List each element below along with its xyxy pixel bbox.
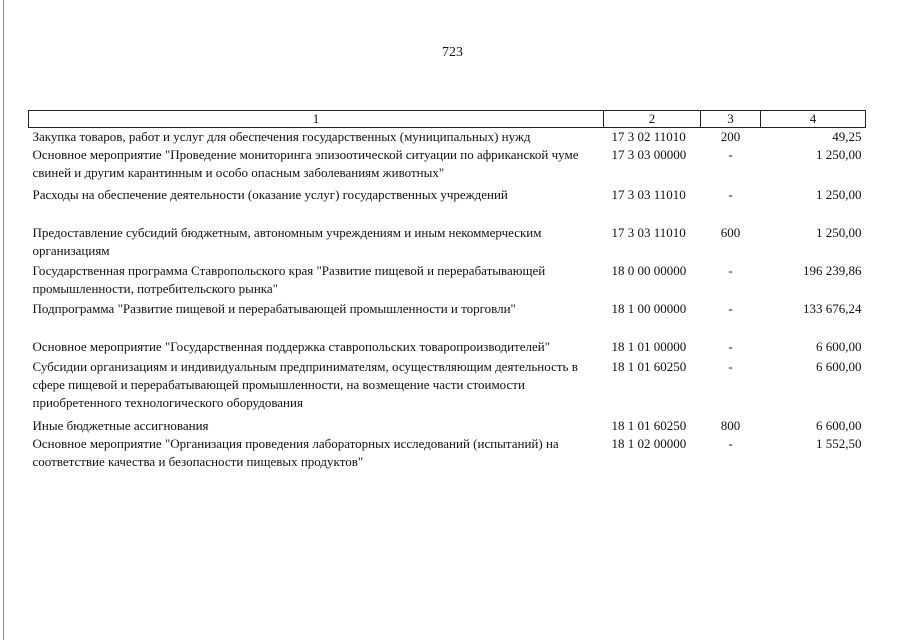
table-row: [29, 262, 866, 300]
row-code-cell: 17 3 03 11010: [611, 225, 686, 240]
row-code-cell: 18 1 01 60250: [611, 359, 687, 374]
row-code-cell: 18 1 02 00000: [611, 436, 687, 451]
row-name-cell: Государственная программа Ставропольского края "Развитие пищевой и перерабатывающей промышленности, потребительского рынка": [32, 263, 546, 296]
row-code-cell: 18 1 01 00000: [611, 339, 687, 354]
row-amount-cell: 6 600,00: [816, 418, 862, 433]
row-name-cell: Основное мероприятие "Организация проведения лабораторных исследований (испытаний) на соответствие качества и безопасности пищевых продуктов": [32, 436, 559, 469]
row-name-cell: Расходы на обеспечение деятельности (оказание услуг) государственных учреждений: [32, 187, 508, 202]
row-expense-type-cell: -: [728, 147, 733, 162]
table-row: [29, 338, 866, 358]
row-amount-cell: 196 239,86: [803, 263, 862, 278]
row-expense-type-cell: -: [728, 301, 733, 316]
table-row: [29, 128, 866, 147]
table-row: [29, 358, 866, 417]
row-code-cell: 18 1 00 00000: [611, 301, 687, 316]
row-name-cell: Закупка товаров, работ и услуг для обеспечения государственных (муниципальных) нужд: [32, 129, 531, 144]
table-header-row: [29, 111, 866, 128]
row-code-cell: 18 1 01 60250: [611, 418, 687, 433]
row-amount-cell: 1 250,00: [816, 225, 862, 240]
column-header-3: 3: [701, 111, 761, 128]
row-expense-type-cell: -: [728, 359, 733, 374]
row-amount-cell: 49,25: [832, 129, 862, 144]
row-expense-type-cell: -: [728, 263, 733, 278]
row-name-cell: Основное мероприятие "Проведение мониторинга эпизоотической ситуации по африканской чуме свиней и другим карантинным и особо опасным заболеваниям животных": [32, 147, 579, 180]
page-edge-line: [3, 0, 4, 640]
row-code-cell: 17 3 03 11010: [611, 187, 686, 202]
column-header-1: 1: [29, 111, 604, 128]
row-expense-type-cell: -: [728, 339, 733, 354]
row-amount-cell: 1 250,00: [816, 147, 862, 162]
row-code-cell: 18 0 00 00000: [611, 263, 687, 278]
page-number: 723: [442, 45, 463, 60]
row-code-cell: 17 3 02 11010: [611, 129, 686, 144]
row-name-cell: Основное мероприятие "Государственная поддержка ставропольских товаропроизводителей": [32, 339, 551, 354]
budget-table: [28, 110, 866, 471]
table-row: [29, 224, 866, 262]
row-expense-type-cell: 200: [720, 129, 741, 144]
table-row: [29, 146, 866, 186]
row-expense-type-cell: -: [728, 436, 733, 451]
row-amount-cell: 1 552,50: [816, 436, 862, 451]
row-expense-type-cell: 800: [720, 418, 741, 433]
row-name-cell: Субсидии организациям и индивидуальным предпринимателям, осуществляющим деятельность в сфере пищевой и перерабатывающей промышленности, на возмещение части стоимости приобретенного технологического оборудования: [32, 359, 578, 410]
row-amount-cell: 133 676,24: [803, 301, 862, 316]
row-amount-cell: 6 600,00: [816, 339, 862, 354]
table-row: [29, 300, 866, 338]
column-header-2: 2: [604, 111, 701, 128]
column-header-4: 4: [761, 111, 866, 128]
row-amount-cell: 6 600,00: [816, 359, 862, 374]
row-name-cell: Иные бюджетные ассигнования: [32, 418, 209, 433]
row-expense-type-cell: -: [728, 187, 733, 202]
table-row: [29, 186, 866, 224]
table-row: [29, 417, 866, 435]
row-expense-type-cell: 600: [720, 225, 741, 240]
row-name-cell: Предоставление субсидий бюджетным, автономным учреждениям и иным некоммерческим организациям: [32, 225, 542, 258]
row-code-cell: 17 3 03 00000: [611, 147, 687, 162]
table-row: [29, 435, 866, 471]
row-amount-cell: 1 250,00: [816, 187, 862, 202]
table-body: [29, 128, 866, 472]
row-name-cell: Подпрограмма "Развитие пищевой и перерабатывающей промышленности и торговли": [32, 301, 516, 316]
